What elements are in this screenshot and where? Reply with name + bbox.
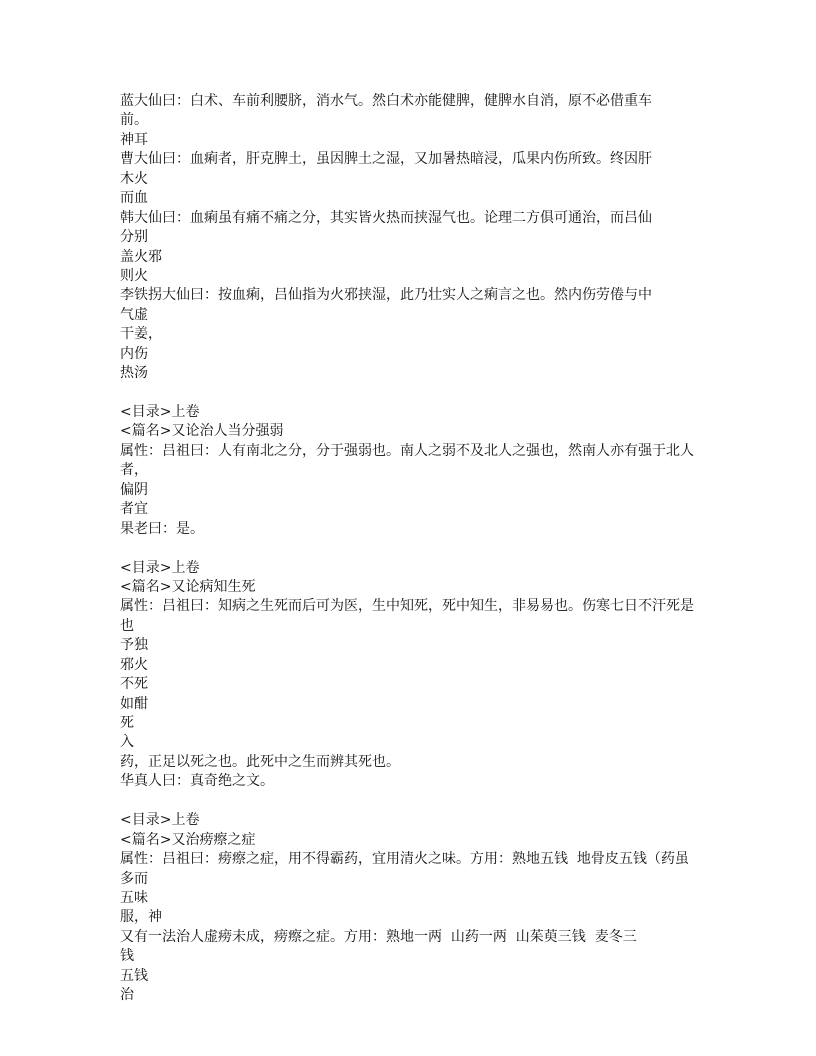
- text-line: 前。: [120, 112, 148, 129]
- text-line: 而血: [120, 190, 148, 207]
- text-line: 也: [120, 617, 134, 634]
- text-line: 果老曰：是。: [120, 520, 204, 537]
- text-line: <目录>上卷: [120, 559, 200, 576]
- text-line: 气虚: [120, 306, 148, 323]
- text-line: 属性：吕祖曰：知病之生死而后可为医，生中知死，死中知生，非易易也。伤寒七日不汗死是: [120, 598, 694, 615]
- text-line: 分别: [120, 229, 148, 246]
- text-line: 不死: [120, 676, 148, 693]
- text-line: 内伤: [120, 345, 148, 362]
- commentary-section: [120, 92, 710, 384]
- text-line: 药，正足以死之也。此死中之生而辨其死也。: [120, 753, 400, 770]
- text-line: 韩大仙曰：血痢虽有痛不痛之分，其实皆火热而挟湿气也。论理二方俱可通治，而吕仙: [120, 209, 652, 226]
- text-line: <篇名>又论病知生死: [120, 578, 256, 595]
- text-line: 多而: [120, 870, 148, 887]
- text-line: 热汤: [120, 365, 148, 382]
- text-line: 死: [120, 715, 134, 731]
- text-line: 钱: [120, 948, 134, 965]
- text-line: 华真人曰：真奇绝之文。: [120, 773, 274, 790]
- text-line: 又有一法治人虚痨未成，痨瘵之症。方用：熟地一两 山药一两 山茱萸三钱 麦冬三: [120, 928, 637, 945]
- chapter-section: [120, 403, 710, 539]
- blank-line: [120, 539, 710, 558]
- text-line: 属性：吕祖曰：人有南北之分，分于强弱也。南人之弱不及北人之强也，然南人亦有强于北人: [120, 442, 694, 459]
- text-line: <目录>上卷: [120, 404, 200, 420]
- text-line: 木火: [120, 170, 148, 187]
- text-line: <篇名>又论治人当分强弱: [120, 423, 284, 440]
- blank-line: [120, 384, 710, 403]
- text-line: 邪火: [120, 656, 148, 673]
- text-line: 干姜，: [120, 326, 162, 343]
- document-page: [120, 92, 710, 1006]
- chapter-section: [120, 559, 710, 792]
- text-line: 服，神: [120, 909, 162, 926]
- text-line: 五味: [120, 889, 148, 906]
- text-line: 李铁拐大仙曰：按血痢，吕仙指为火邪挟湿，此乃壮实人之痢言之也。然内伤劳倦与中: [120, 287, 652, 304]
- text-line: 如酣: [120, 695, 148, 712]
- text-line: 五钱: [120, 967, 148, 984]
- text-line: 治: [120, 987, 134, 1004]
- text-line: 予独: [120, 637, 148, 654]
- text-line: <篇名>又治痨瘵之症: [120, 831, 256, 848]
- chapter-section: [120, 811, 710, 1005]
- text-line: 属性：吕祖曰：痨瘵之症，用不得霸药，宜用清火之味。方用：熟地五钱 地骨皮五钱（药虽: [120, 851, 689, 868]
- text-line: 者，: [120, 462, 148, 479]
- text-line: 则火: [120, 267, 148, 284]
- text-line: 入: [120, 734, 134, 751]
- text-line: 神耳: [120, 131, 148, 148]
- text-line: 蓝大仙曰：白术、车前利腰脐，消水气。然白术亦能健脾，健脾水自消，原不必借重车: [120, 93, 652, 109]
- blank-line: [120, 792, 710, 811]
- text-line: 偏阴: [120, 481, 148, 498]
- text-line: 盖火邪: [120, 248, 162, 265]
- text-line: 者宜: [120, 501, 148, 518]
- text-line: 曹大仙曰：血痢者，肝克脾土，虽因脾土之湿，又加暑热暗浸，瓜果内伤所致。终因肝: [120, 151, 652, 168]
- text-line: <目录>上卷: [120, 812, 200, 829]
